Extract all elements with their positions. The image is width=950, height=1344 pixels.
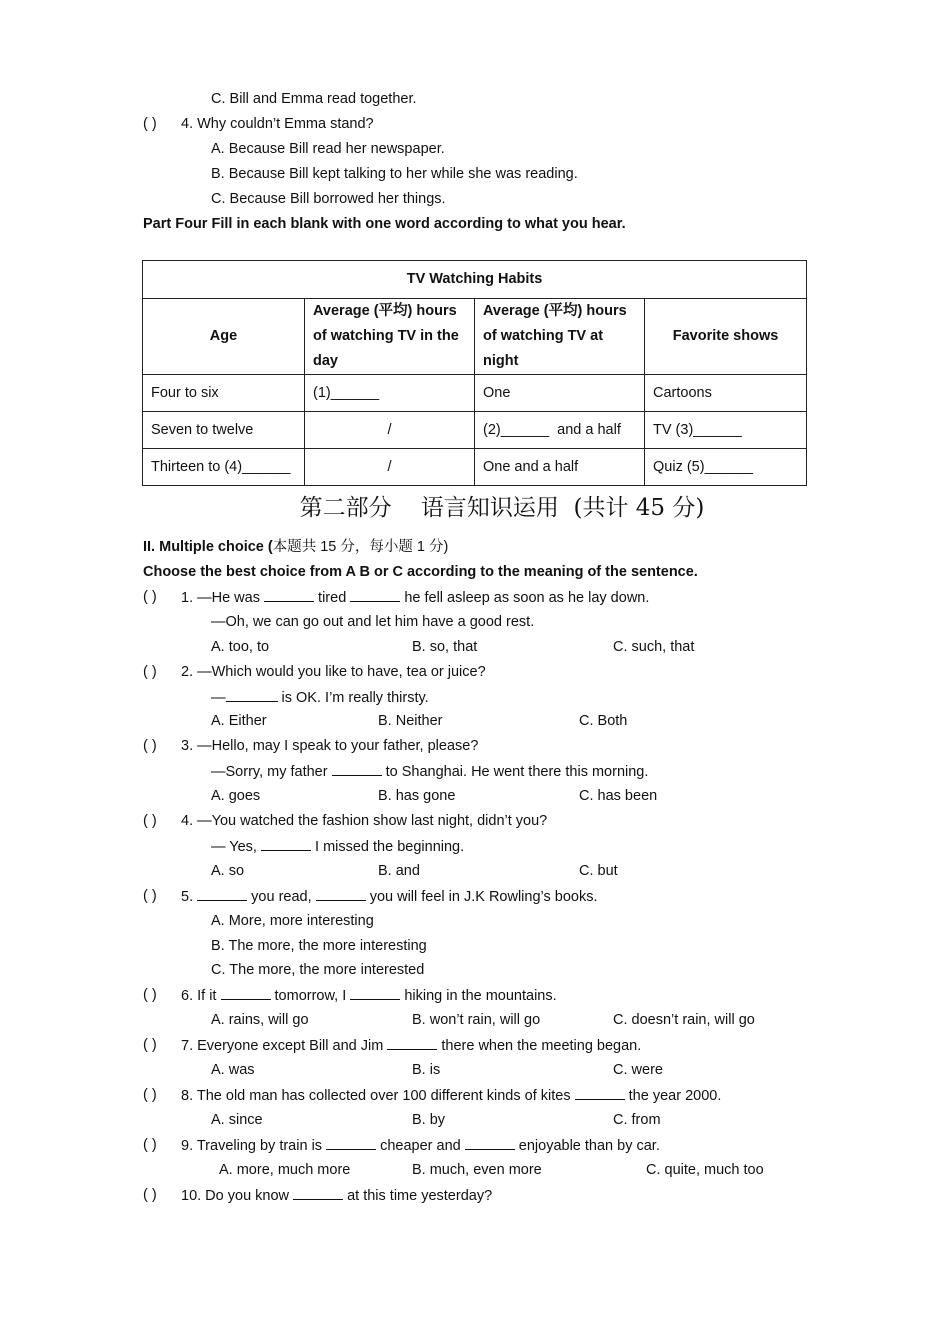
header-night-hours: Average (平均) hours of watching TV at night [475,299,645,375]
q8-option-b: B. by [412,1112,446,1128]
multiple-choice-instruction: Choose the best choice from A B or C according to the meaning of the sentence. [143,564,698,580]
q4-stem: 4. Why couldn’t Emma stand? [181,116,374,132]
q7-option-a: A. was [211,1062,255,1078]
q4b-option-c: C. but [579,863,618,879]
header-shows: Favorite shows [645,299,807,375]
q6-stem: 6. If it tomorrow, I hiking in the mountains. [181,985,557,1006]
q5-option-b: B. The more, the more interesting [211,938,427,954]
q1-option-c: C. such, that [613,639,695,655]
q6-option-a: A. rains, will go [211,1012,309,1028]
q7-stem: 7. Everyone except Bill and Jim there when the meeting began. [181,1035,641,1056]
q10-stem: 10. Do you know at this time yesterday? [181,1185,492,1206]
table-title: TV Watching Habits [143,261,807,299]
cell-day: / [305,449,475,486]
q1-option-a: A. too, to [211,639,270,655]
q4b-option-b: B. and [378,863,420,879]
q3-paren: ( ) [143,738,157,754]
q3-option-c: C. Bill and Emma read together. [211,91,417,107]
tv-habits-table [142,260,807,486]
section-two-title: 第二部分 语言知识运用 (共计 45 分) [299,495,705,521]
q6-option-c: C. doesn’t rain, will go [613,1012,755,1028]
q4b-option-a: A. so [211,863,245,879]
q3-option-c: C. has been [579,788,658,804]
q2-option-b: B. Neither [378,713,443,729]
header-age: Age [143,299,305,375]
cell-age: Seven to twelve [143,412,305,449]
q1-reply: —Oh, we can go out and let him have a good rest. [211,614,535,630]
q2-paren: ( ) [143,664,157,680]
table-row [143,412,807,449]
q9-paren: ( ) [143,1137,157,1153]
q5-paren: ( ) [143,888,157,904]
q5-option-c: C. The more, the more interested [211,962,425,978]
q1-paren: ( ) [143,589,157,605]
q2-option-a: A. Either [211,713,267,729]
q4b-paren: ( ) [143,813,157,829]
q5-option-a: A. More, more interesting [211,913,374,929]
q7-paren: ( ) [143,1037,157,1053]
blank-3: TV (3)______ [645,412,807,449]
table-row [143,449,807,486]
header-day-hours: Average (平均) hours of watching TV in the day [305,299,475,375]
q7-option-c: C. were [613,1062,663,1078]
multiple-choice-heading: II. Multiple choice (本题共 15 分，每小题 1 分) [143,539,449,555]
q4-paren: ( ) [143,116,157,132]
q6-option-b: B. won’t rain, will go [412,1012,541,1028]
table-row [143,375,807,412]
q9-option-b: B. much, even more [412,1162,542,1178]
q2-stem: 2. —Which would you like to have, tea or juice? [181,664,486,680]
cell-night: One [475,375,645,412]
blank-4: Thirteen to (4)______ [143,449,305,486]
q9-option-c: C. quite, much too [646,1162,764,1178]
q3-stem: 3. —Hello, may I speak to your father, please? [181,738,479,754]
q8-stem: 8. The old man has collected over 100 different kinds of kites the year 2000. [181,1085,721,1106]
cell-shows: Cartoons [645,375,807,412]
q1-option-b: B. so, that [412,639,478,655]
q8-paren: ( ) [143,1087,157,1103]
blank-1: (1)______ [305,375,475,412]
q10-paren: ( ) [143,1187,157,1203]
blank-2: (2)______ and a half [475,412,645,449]
q3-option-a: A. goes [211,788,261,804]
q4-option-b: B. Because Bill kept talking to her while she was reading. [211,166,578,182]
q4-option-a: A. Because Bill read her newspaper. [211,141,445,157]
cell-night: One and a half [475,449,645,486]
q3-reply: —Sorry, my father to Shanghai. He went there this morning. [211,761,648,782]
q5-stem: 5. you read, you will feel in J.K Rowling’s books. [181,886,598,907]
part-four-heading: Part Four Fill in each blank with one word according to what you hear. [143,216,626,232]
q9-stem: 9. Traveling by train is cheaper and enjoyable than by car. [181,1135,660,1156]
cell-age: Four to six [143,375,305,412]
q2-reply: — is OK. I’m really thirsty. [211,687,429,708]
q4b-reply: — Yes, I missed the beginning. [211,836,464,857]
q4-option-c: C. Because Bill borrowed her things. [211,191,446,207]
q8-option-a: A. since [211,1112,263,1128]
q2-option-c: C. Both [579,713,628,729]
q1-stem: 1. —He was tired he fell asleep as soon as he lay down. [181,587,649,608]
q4b-stem: 4. —You watched the fashion show last night, didn’t you? [181,813,548,829]
cell-day: / [305,412,475,449]
q8-option-c: C. from [613,1112,661,1128]
q7-option-b: B. is [412,1062,441,1078]
q9-option-a: A. more, much more [219,1162,351,1178]
q3-option-b: B. has gone [378,788,456,804]
blank-5: Quiz (5)______ [645,449,807,486]
q6-paren: ( ) [143,987,157,1003]
